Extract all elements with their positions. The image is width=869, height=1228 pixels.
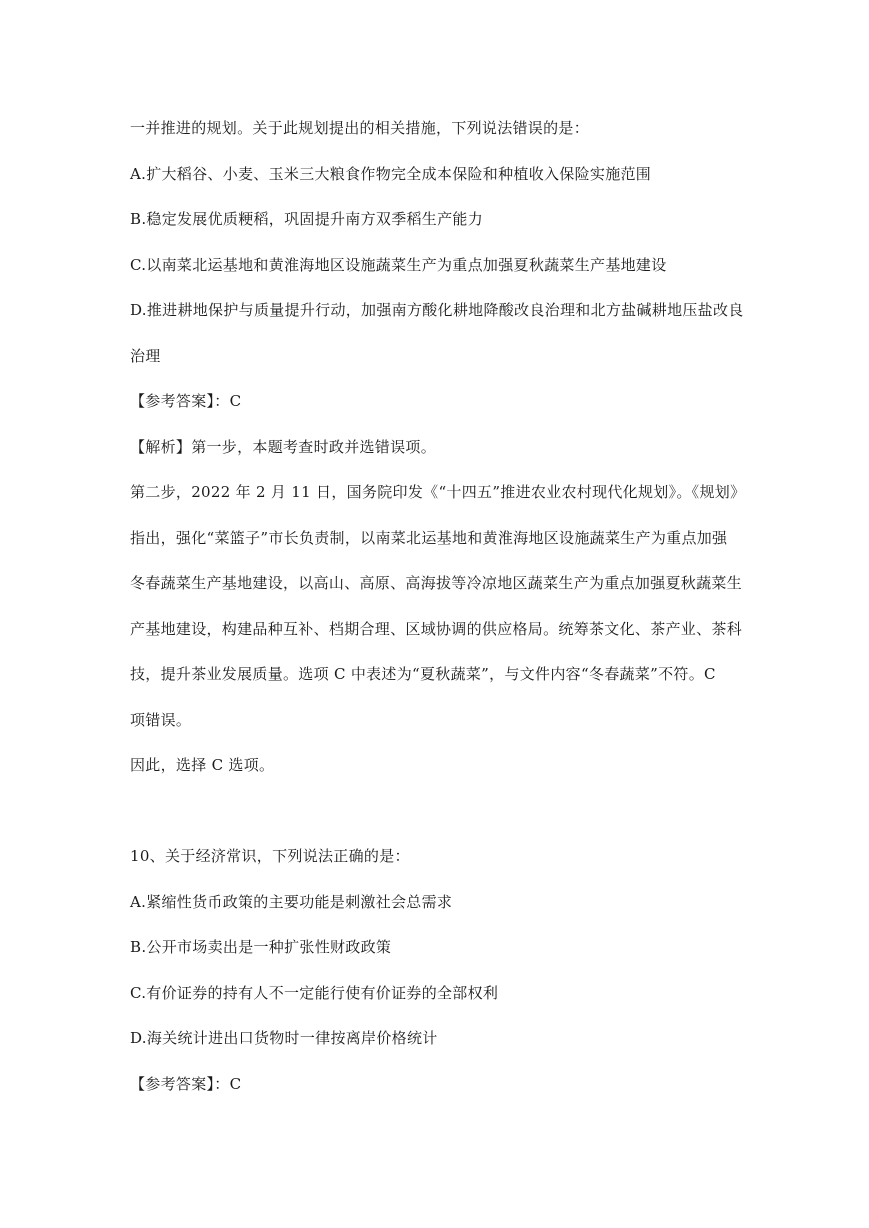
question-9-analysis-line-1: 第二步，2022 年 2 月 11 日，国务院印发《“十四五”推进农业农村现代化规划》。《规划》: [130, 483, 746, 501]
question-9-option-a: A.扩大稻谷、小麦、玉米三大粮食作物完全成本保险和种植收入保险实施范围: [130, 165, 652, 183]
question-9-option-d-line-2: 治理: [130, 347, 161, 365]
question-9-stem-tail: 一并推进的规划。关于此规划提出的相关措施，下列说法错误的是：: [130, 119, 590, 137]
question-9-analysis-line-5: 技，提升茶业发展质量。选项 C 中表述为“夏秋蔬菜”，与文件内容“冬春蔬菜”不符。C: [130, 665, 716, 683]
question-9-analysis-step-1: 【解析】第一步，本题考查时政并选错误项。: [130, 438, 437, 456]
question-10-stem: 10、关于经济常识，下列说法正确的是：: [130, 847, 410, 865]
question-9-analysis-line-6: 项错误。: [130, 711, 192, 729]
question-9-option-d-line-1: D.推进耕地保护与质量提升行动，加强南方酸化耕地降酸改良治理和北方盐碱耕地压盐改良: [130, 301, 744, 319]
question-10-option-c: C.有价证券的持有人不一定能行使有价证券的全部权利: [130, 984, 499, 1002]
question-10-option-a: A.紧缩性货币政策的主要功能是刺激社会总需求: [130, 893, 453, 911]
question-9-option-b: B.稳定发展优质粳稻，巩固提升南方双季稻生产能力: [130, 210, 483, 228]
question-10-option-d: D.海关统计进出口货物时一律按离岸价格统计: [130, 1029, 438, 1047]
question-10-answer: 【参考答案】：C: [130, 1075, 242, 1093]
question-9-analysis-line-3: 冬春蔬菜生产基地建设，以高山、高原、高海拔等冷凉地区蔬菜生产为重点加强夏秋蔬菜生: [130, 574, 743, 592]
question-9-conclusion: 因此，选择 C 选项。: [130, 756, 275, 774]
question-9-option-c: C.以南菜北运基地和黄淮海地区设施蔬菜生产为重点加强夏秋蔬菜生产基地建设: [130, 256, 667, 274]
question-9-analysis-line-2: 指出，强化“菜篮子”市长负责制，以南菜北运基地和黄淮海地区设施蔬菜生产为重点加强: [130, 529, 728, 547]
question-9-answer: 【参考答案】：C: [130, 392, 242, 410]
question-9-analysis-line-4: 产基地建设，构建品种互补、档期合理、区域协调的供应格局。统筹茶文化、茶产业、茶科: [130, 620, 743, 638]
question-10-option-b: B.公开市场卖出是一种扩张性财政政策: [130, 938, 392, 956]
